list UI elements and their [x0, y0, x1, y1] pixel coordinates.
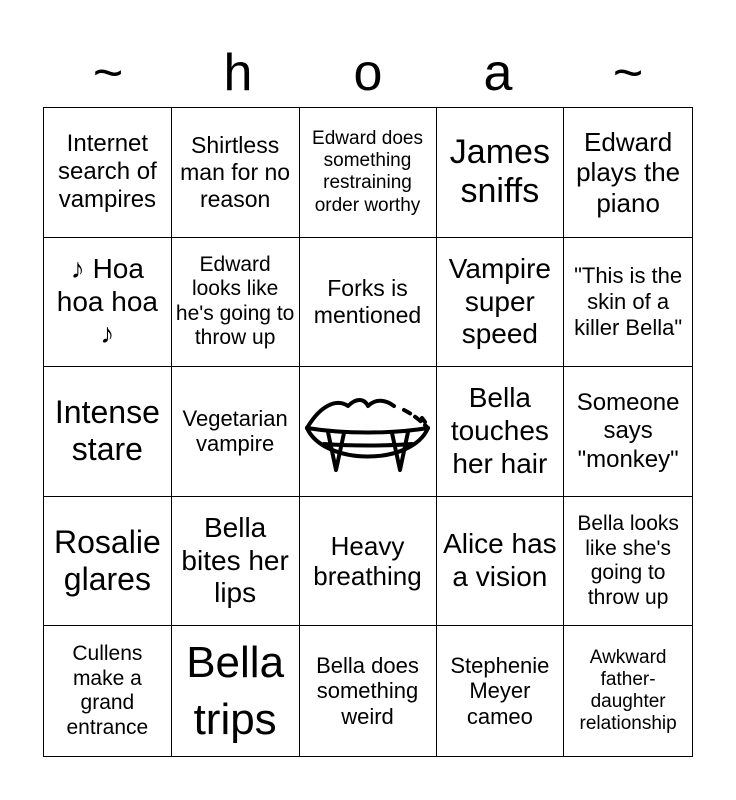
bingo-cell[interactable]: Heavy breathing	[300, 497, 437, 627]
header-letter-1: ~	[92, 44, 124, 102]
bingo-cell[interactable]: Bella looks like she's going to throw up	[564, 497, 692, 627]
bingo-cell[interactable]: Bella touches her hair	[437, 367, 565, 497]
bingo-cell[interactable]: Vampire super speed	[437, 238, 565, 368]
bingo-cell[interactable]: Forks is mentioned	[300, 238, 437, 368]
bingo-cell[interactable]: Rosalie glares	[44, 497, 172, 627]
bingo-cell[interactable]: Cullens make a grand entrance	[44, 626, 172, 756]
bingo-board	[43, 107, 693, 757]
bingo-cell[interactable]: Stephenie Meyer cameo	[437, 626, 565, 756]
bingo-cell[interactable]: "This is the skin of a killer Bella"	[564, 238, 692, 368]
bingo-cell[interactable]: James sniffs	[437, 108, 565, 238]
bingo-cell[interactable]: Edward does something restraining order worthy	[300, 108, 437, 238]
bingo-cell[interactable]: ♪ Hoa hoa hoa ♪	[44, 238, 172, 368]
bingo-cell[interactable]: Intense stare	[44, 367, 172, 497]
bingo-cell[interactable]: Alice has a vision	[437, 497, 565, 627]
bingo-cell[interactable]: Edward looks like he's going to throw up	[172, 238, 300, 368]
bingo-header	[43, 40, 693, 106]
free-space-cell[interactable]	[300, 367, 437, 497]
vampire-fangs-lips-icon	[304, 386, 432, 476]
bingo-cell[interactable]: Bella trips	[172, 626, 300, 756]
bingo-cell[interactable]: Bella does something weird	[300, 626, 437, 756]
bingo-cell[interactable]: Shirtless man for no reason	[172, 108, 300, 238]
header-letter-4: a	[483, 44, 513, 102]
bingo-cell[interactable]: Awkward father-daughter relationship	[579, 646, 677, 735]
header-letter-3: o	[353, 44, 383, 102]
bingo-cell[interactable]: Edward plays the piano	[564, 108, 692, 238]
bingo-cell[interactable]: Someone says "monkey"	[564, 367, 692, 497]
bingo-cell[interactable]: Bella bites her lips	[172, 497, 300, 627]
bingo-cell[interactable]: Internet search of vampires	[44, 108, 172, 238]
header-letter-2: h	[223, 44, 253, 102]
bingo-cell[interactable]: Vegetarian vampire	[172, 367, 300, 497]
header-letter-5: ~	[612, 44, 644, 102]
